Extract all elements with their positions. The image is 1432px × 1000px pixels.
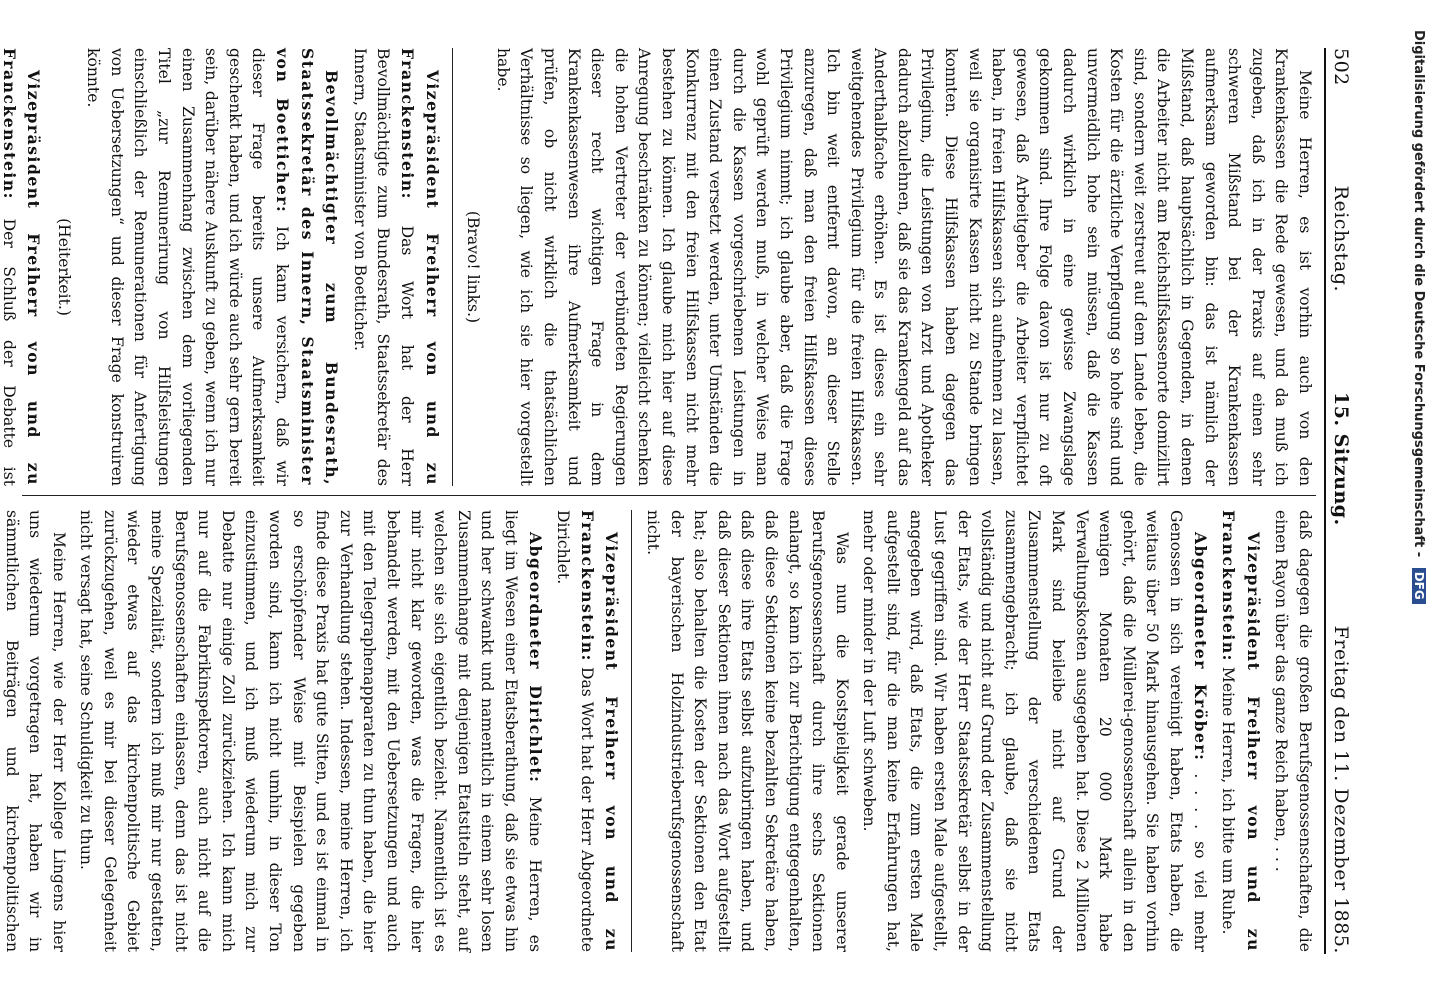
page-header <box>1324 48 1364 954</box>
paragraph <box>74 510 547 952</box>
header-left: Reichstag. <box>1330 185 1352 293</box>
paragraph <box>0 48 45 486</box>
paragraph <box>1269 510 1316 952</box>
paragraph-text: Das Wort hat der Herr Abgeordnete Dirichlet. <box>554 510 596 952</box>
dfg-stamp <box>1396 0 1432 1000</box>
page-number: 502 <box>1330 48 1352 86</box>
paragraph-text: Meine Herren, wie der Herr Kollege Lingens hier uns wiederum vorgetragen hat, haben wir in sämmtlichen Beiträgen und kirchenpolitischen <box>2 510 68 952</box>
paragraph-text: Der Schluß der Debatte ist <box>0 218 18 486</box>
column-divider <box>22 495 1316 496</box>
paragraph-text: Ich kann versichern, daß wir dieser Frage bereits unsere Aufmerksamkeit geschenkt haben, und ich würde auch sehr gern bereit sein, darüber nähere Auskunft zu geben, wenn ich nur einen Zusammenhang zwischen dem vorliegenden Titel „zur Remunerirung von Hilfsleistungen einschließlich der Remunerationen für Anfertigung von Uebersetzungen“ und dieser Frage konstruiren könnte. <box>84 48 292 486</box>
paragraph <box>551 510 624 952</box>
paragraph-text: . . . . so viel mehr Genossen in sich vereinigt haben, Etats haben, die weitaus über 50 Mark hinausgehen. Sie haben vorhin gehört, daß die Müllerei-genossenschaft allein in den wenigen Monaten 20 000 Mark habe Verwaltungskosten ausgegeben hat. Diese 2 Millionen Mark sind beileibe nicht auf Grund der Zusammenstellung der verschiedenen Etats zusammengebracht; ich glaube, daß sie nicht vollständig und nicht auf Grund der Zusammenstellung der Etats, wie der Herr Staatssekretär selbst in der Lust gegriffen sind. Wir haben ersten Male aufgestellt, angegeben wird, daß Etats, die zum ersten Male aufgestellt sind, für die man keine Erfahrungen hat, mehr oder minder in der Luft schweben. <box>860 510 1209 952</box>
speaker-name: Bevollmächtigter zum Bundesrath, Staatssekretär des Innern, Staatsminister von Boetticher: <box>273 48 342 486</box>
speaker-name: Vizepräsident Freiherr von und zu Franckenstein: <box>1219 510 1263 952</box>
paragraph-text: Meine Herren, ich bitte um Ruhe. <box>1219 661 1238 935</box>
section-separator <box>631 510 632 952</box>
paragraph <box>1216 510 1265 952</box>
paragraph-text: Das Wort hat der Herr Bevollmächtigte zum Bundesrath, Staatssekretär des Innern, Staatsminister von Boetticher. <box>350 48 417 486</box>
section-separator <box>452 48 453 486</box>
paragraph <box>640 510 852 952</box>
paragraph <box>490 48 1316 486</box>
paragraph <box>347 48 443 486</box>
paragraph-text: Meine Herren, es ist vorhin auch von den Krankenkassen die Rede gewesen, und da muß ich zugeben, daß ich in der Praxis auf einen sehr schweren Mißstand bei der Krankenkassen aufmerksam geworden bin: das ist nämlich der Mißstand, daß hauptsächlich in Gegenden, in denen die Arbeiter nicht am Reichshilfskassenorte domizilirt sind, sondern weit zerstreut auf dem Lande leben, die Kosten für die ärztliche Verpflegung so hohe sind und unvermeidlich hohe sein müssen, daß die Kassen dadurch wirklich in eine gewisse Zwangslage gekommen sind. Ihre Folge davon ist nur zu oft gewesen, daß Arbeitgeber die Arbeiter verpflichtet haben, in freien Hilfskassen sich aufnehmen zu lassen, weil sie organisirte Kassen nicht zu Stande bringen konnten. Diese Hilfskassen haben dagegen das Privilegium, die Leistungen von Arzt und Apotheker dadurch abzulehnen, daß sie das Krankengeld auf das Anderthalbfache erhöhen. Es ist dieses ein sehr weitgehendes Privilegium für die freien Hilfskassen. Ich bin weit entfernt davon, an dieser Stelle anzuregen, daß man den freien Hilfskassen dieses Privilegium nimmt; ich glaube aber, daß die Frage wohl geprüft werden muß, in welcher Weise man durch die Kassen vorgeschriebenen Leistungen in einen Zustand versetzt werden, unter Umständen die Konkurrenz mit den freien Hilfskassen nicht mehr bestehen zu können. Ich glaube mich hier auf diese Anregung beschränken zu können; vielleicht schenken die hohen Vertreter der verbündeten Regierungen dieser recht wichtigen Frage in dem Krankenkassenwesen ihre Aufmerksamkeit und prüfen, ob nicht wirklich die thatsächlichen Verhältnisse so liegen, wie ich sie hier vorgestellt habe. <box>493 48 1314 486</box>
dfg-logo: DFG <box>1412 568 1426 604</box>
paragraph-text: daß dagegen die großen Berufsgenossenschaften, die einen Rayon über das ganze Reich haben, . . . <box>1272 510 1314 952</box>
paragraph-text: (Bravo! links.) <box>464 210 483 324</box>
speaker-name: Vizepräsident Freiherr von und zu Franckenstein: <box>0 48 44 486</box>
speaker-name: Vizepräsident Freiherr von und zu Franckenstein: <box>398 48 442 486</box>
speaker-name: Abgeordneter Dirichlet: <box>525 532 545 784</box>
paragraph <box>81 48 344 486</box>
speaker-name: Vizepräsident Freiherr von und zu Franckenstein: <box>577 510 622 952</box>
dfg-stamp-text <box>1411 30 1426 604</box>
right-column <box>2 510 1316 952</box>
speaker-name: Abgeordneter Kröber: <box>1190 532 1210 762</box>
stage-direction <box>461 48 485 486</box>
paragraph-text: (Heiterkeit.) <box>54 218 73 316</box>
stage-direction <box>51 48 75 486</box>
left-column <box>0 48 1316 486</box>
stamp-caption: Digitalisierung gefördert durch die Deutsche Forschungsgemeinschaft - <box>1411 30 1426 558</box>
paragraph-text: Meine Herren, es liegt im Wesen einer Etatsberathung, daß sie etwas hin und her schwankt und namentlich in einem sehr losen Zusammenhange mit denjenigen Etatstiteln steht, auf welchen sie sich eigentlich bezieht. Namentlich ist es mir nicht klar geworden, was die Fragen, die hier behandelt werden, mit den Uebersetzungen und auch mit den Telegraphenapparaten zu thun haben, die hier zur Verhandlung stehen. Indessen, meine Herren, ich finde diese Praxis hat gute Sitten, und es ist einmal in so erschöpfender Weise mit Beispielen gegeben worden sind, kann ich nicht umhin, in dieser Ton einzustimmen, und ich muß wiederum mich zur Debatte nur einige Zoll zurückziehen. Ich kann mich nur auf die Fabrikinspektoren, auch nicht auf die Berufsgenossenschaften einlassen, denn das ist nicht meine Spezialität, sondern ich muß mir nur gestatten, wieder etwas auf das kirchenpolitische Gebiet zurückzugehen, weil es mir bei dieser Gelegenheit nicht versagt hat, seine Schuldigkeit zu thun. <box>77 510 544 952</box>
paragraph <box>0 510 70 952</box>
paragraph-text: Was nun die Kostspieligkeit gerade unserer Berufsgenossenschaft durch ihre sechs Sektionen anlangt, so kann ich zur Berichtigung entgegenhalten, daß diese Sektionen keine bezahlten Sekretäre haben, daß diese ihre Etats selbst aufzubringen haben, und daß dieser Sektionen ihnen nach das Wort aufgestellt hat; also behalten die Kosten der Sektionen den Etat der bayerischen Holzindustrieberufsgenossenschaft nicht. <box>643 510 851 952</box>
header-session: 15. Sitzung. <box>1330 392 1352 526</box>
paragraph <box>857 510 1212 952</box>
header-date: Freitag den 11. Dezember 1885. <box>1330 625 1352 954</box>
